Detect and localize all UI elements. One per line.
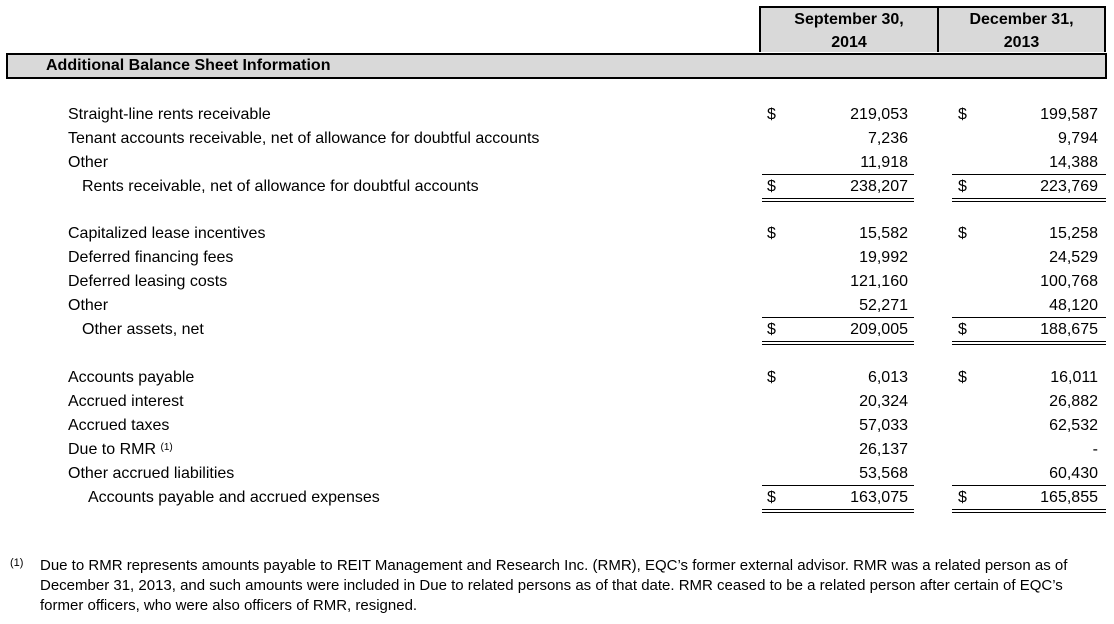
column-header-december-2013 [938, 6, 1106, 52]
currency-symbol-2014: $ [767, 321, 776, 338]
value-2014: 15,582 [859, 225, 908, 242]
row-label [68, 294, 108, 318]
total-double-rule [762, 198, 914, 202]
row-label-text: Accrued taxes [68, 417, 170, 434]
total-row [0, 486, 1114, 510]
table-row [0, 270, 1114, 294]
table-row [0, 366, 1114, 390]
total-double-rule [952, 341, 1106, 345]
row-label [68, 366, 194, 390]
value-2014: 26,137 [859, 441, 908, 458]
table-row [0, 127, 1114, 151]
row-label-text: Other assets, net [82, 321, 204, 338]
row-label-text: Straight-line rents receivable [68, 106, 271, 123]
value-2014: 7,236 [867, 130, 908, 147]
currency-symbol-2013: $ [958, 489, 967, 506]
currency-symbol-2013: $ [958, 225, 967, 242]
table-row [0, 246, 1114, 270]
footnote-text: Due to RMR represents amounts payable to REIT Management and Research Inc. (RMR), EQC’s former external advisor. RMR was a related person as of December 31, 2013, and such amounts were included in Due to related persons as of that date. RMR ceased to be a related person after certain of EQC’s former officers, who were also officers of RMR, resigned. [40, 557, 1068, 614]
row-label-text: Rents receivable, net of allowance for doubtful accounts [82, 178, 479, 195]
currency-symbol-2014: $ [767, 178, 776, 195]
row-label [82, 318, 204, 342]
value-2014: 163,075 [850, 489, 908, 506]
value-2014: 19,992 [859, 249, 908, 266]
table-row [0, 294, 1114, 318]
currency-symbol-2013: $ [958, 106, 967, 123]
row-label-text: Deferred financing fees [68, 249, 234, 266]
footnote-reference: (1) [160, 442, 173, 453]
value-2014: 52,271 [859, 297, 908, 314]
currency-symbol-2013: $ [958, 369, 967, 386]
value-2013: 48,120 [1049, 297, 1098, 314]
column-header-line1: December 31, [969, 11, 1074, 28]
value-2014: 219,053 [850, 106, 908, 123]
total-double-rule [762, 509, 914, 513]
row-label-text: Due to RMR [68, 441, 157, 458]
row-label-text: Other accrued liabilities [68, 465, 235, 482]
table-row [0, 151, 1114, 175]
value-2014: 57,033 [859, 417, 908, 434]
value-2013: 62,532 [1049, 417, 1098, 434]
row-label-text: Tenant accounts receivable, net of allowance for doubtful accounts [68, 130, 540, 147]
table-row [0, 103, 1114, 127]
column-header-september-2014 [759, 6, 939, 52]
value-2013: 199,587 [1040, 106, 1098, 123]
value-2014: 6,013 [867, 369, 908, 386]
column-header-line2: 2013 [1003, 34, 1040, 51]
currency-symbol-2014: $ [767, 106, 776, 123]
row-label [68, 246, 233, 270]
value-2013: 9,794 [1057, 130, 1098, 147]
currency-symbol-2013: $ [958, 178, 967, 195]
total-double-rule [952, 198, 1106, 202]
total-double-rule [762, 341, 914, 345]
value-2013: 24,529 [1049, 249, 1098, 266]
row-label [68, 127, 539, 151]
currency-symbol-2013: $ [958, 321, 967, 338]
value-2014: 209,005 [850, 321, 908, 338]
table-row [0, 222, 1114, 246]
table-row [0, 438, 1114, 462]
value-2014: 121,160 [850, 273, 908, 290]
row-label [82, 175, 479, 199]
value-2013: - [1092, 441, 1098, 458]
value-2013: 188,675 [1040, 321, 1098, 338]
value-2013: 26,882 [1049, 393, 1098, 410]
value-2013: 15,258 [1049, 225, 1098, 242]
table-title: Additional Balance Sheet Information [6, 53, 1107, 79]
column-header-line1: September 30, [794, 11, 904, 28]
value-2014: 20,324 [859, 393, 908, 410]
row-label [68, 270, 227, 294]
row-label-text: Other [68, 154, 109, 171]
value-2013: 100,768 [1040, 273, 1098, 290]
row-label-text: Other [68, 297, 109, 314]
value-2014: 53,568 [859, 465, 908, 482]
value-2014: 11,918 [860, 154, 908, 171]
value-2013: 14,388 [1049, 154, 1098, 171]
table-row [0, 390, 1114, 414]
table-row [0, 462, 1114, 486]
row-label-text: Deferred leasing costs [68, 273, 228, 290]
currency-symbol-2014: $ [767, 225, 776, 242]
value-2013: 165,855 [1040, 489, 1098, 506]
value-2014: 238,207 [850, 178, 908, 195]
table-row [0, 414, 1114, 438]
total-double-rule [952, 509, 1106, 513]
row-label [68, 414, 169, 438]
row-label-text: Accrued interest [68, 393, 184, 410]
row-label-text: Accounts payable and accrued expenses [88, 489, 380, 506]
column-header-line2: 2014 [831, 34, 867, 51]
row-label-text: Capitalized lease incentives [68, 225, 266, 242]
total-row [0, 318, 1114, 342]
row-label [68, 151, 108, 175]
row-label-text: Accounts payable [68, 369, 195, 386]
row-label [68, 438, 173, 462]
row-label [68, 462, 234, 486]
row-label [88, 486, 380, 510]
currency-symbol-2014: $ [767, 489, 776, 506]
total-row [0, 175, 1114, 199]
currency-symbol-2014: $ [767, 369, 776, 386]
value-2013: 60,430 [1049, 465, 1098, 482]
row-label [68, 222, 265, 246]
footnote-marker: (1) [10, 557, 24, 569]
row-label [68, 103, 271, 127]
row-label [68, 390, 184, 414]
value-2013: 223,769 [1040, 178, 1098, 195]
value-2013: 16,011 [1050, 369, 1098, 386]
